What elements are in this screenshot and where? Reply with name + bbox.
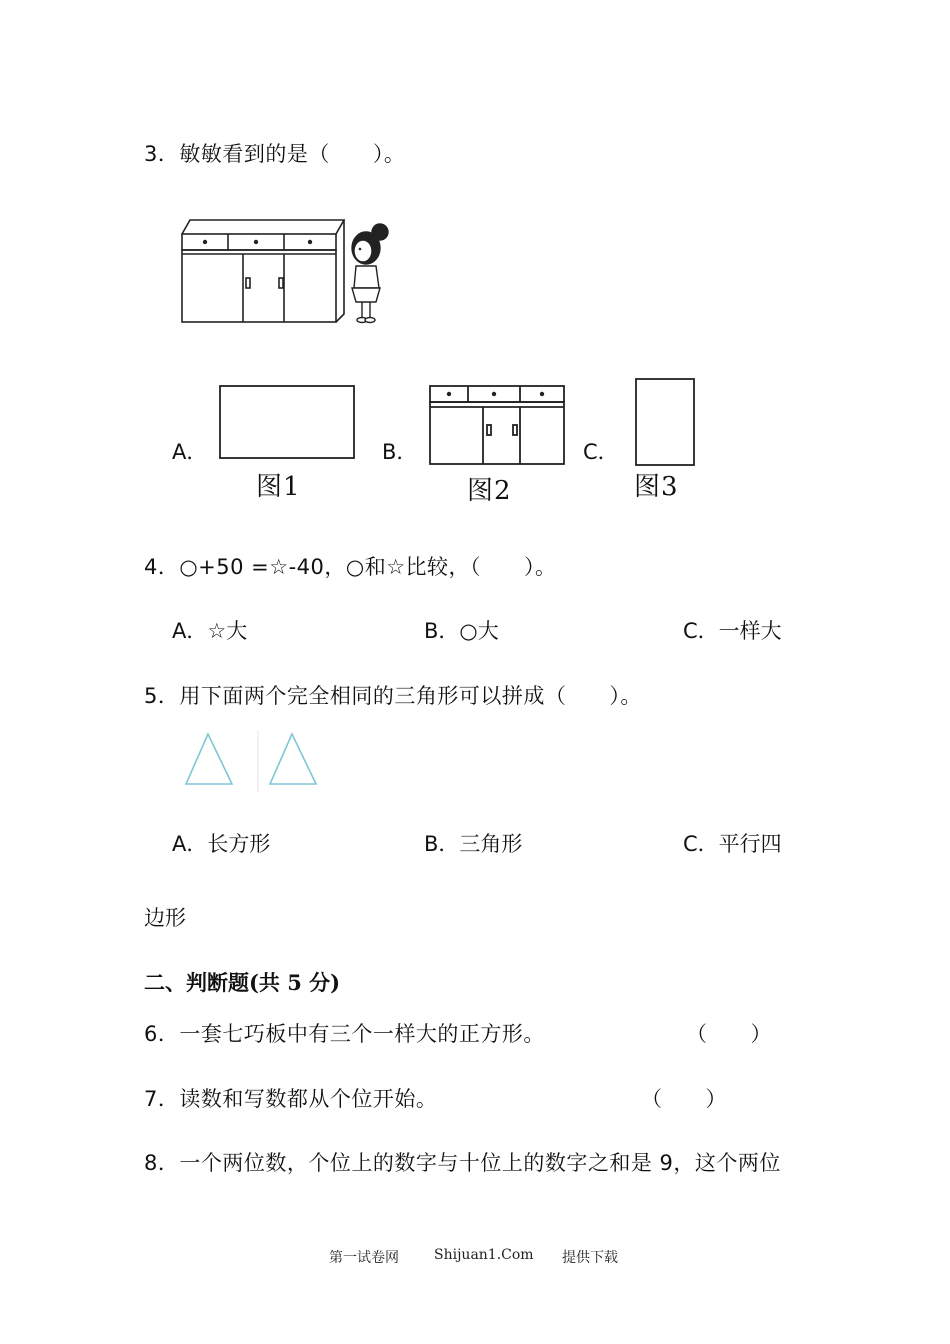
q5-option-c-continuation: 边形	[144, 906, 186, 930]
q3-option-b-letter: B．	[382, 440, 418, 464]
q4-option-c: C．一样大	[683, 619, 782, 643]
q6-stem: 6．一套七巧板中有三个一样大的正方形。	[144, 1022, 545, 1046]
q3-option-a-letter: A．	[172, 440, 208, 464]
q5-stem: 5．用下面两个完全相同的三角形可以拼成（ ）。	[144, 684, 642, 708]
q5-option-a: A．长方形	[172, 832, 271, 856]
q7-answer-blank[interactable]: （ ）	[641, 1087, 727, 1111]
footer-site-url[interactable]: Shijuan1.Com	[434, 1247, 534, 1263]
q4-option-a: A．☆大	[172, 619, 248, 643]
q3-option-b-figure	[428, 384, 568, 468]
q3-cabinet-girl-illustration	[180, 218, 395, 328]
q6-answer-blank[interactable]: （ ）	[686, 1022, 772, 1046]
q4-option-b: B．○大	[424, 619, 499, 643]
q3-option-c-letter: C．	[583, 440, 619, 464]
q3-option-b-caption: 图2	[467, 476, 512, 506]
q3-option-a-caption: 图1	[256, 472, 301, 502]
q3-option-c-caption: 图3	[634, 472, 679, 502]
section-2-title: 二、判断题(共 5 分)	[144, 970, 341, 995]
q5-option-b: B．三角形	[424, 832, 523, 856]
q5-option-c: C．平行四	[683, 832, 782, 856]
q5-two-triangles-figure	[182, 728, 322, 792]
q7-stem: 7．读数和写数都从个位开始。	[144, 1087, 438, 1111]
q3-option-c-figure	[634, 377, 698, 469]
q4-stem: 4．○+50 =☆-40，○和☆比较，（ ）。	[144, 555, 557, 579]
q3-stem: 3．敏敏看到的是（ ）。	[144, 142, 406, 166]
footer-download-note: 提供下载	[562, 1250, 618, 1266]
q3-option-a-figure	[218, 384, 358, 460]
footer-site-name: 第一试卷网	[329, 1250, 399, 1266]
q8-stem: 8．一个两位数，个位上的数字与十位上的数字之和是 9，这个两位	[144, 1151, 781, 1175]
